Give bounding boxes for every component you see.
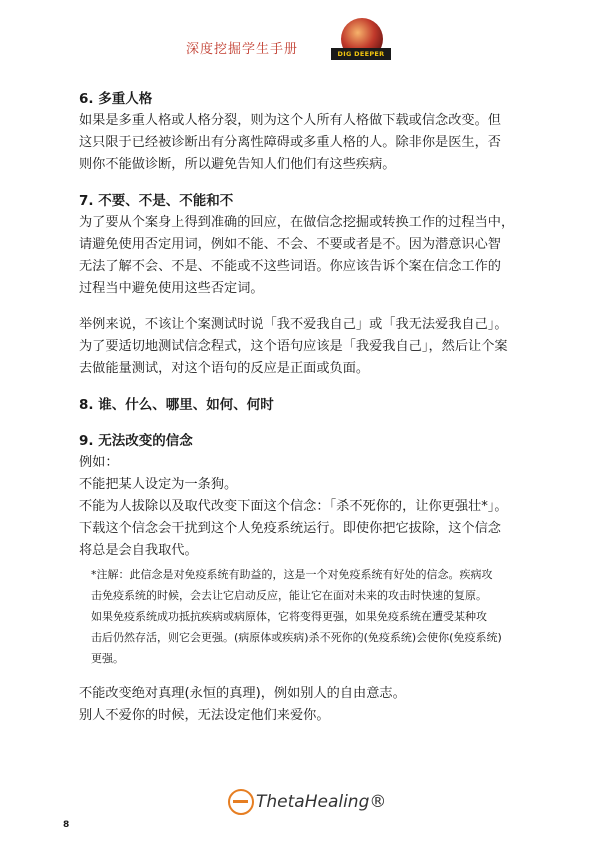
note-line: 击免疫系统的时候，会去让它启动反应，能让它在面对未来的攻击时快速的复原。 [91,589,487,602]
paragraph-line: 这只限于已经被诊断出有分离性障碍或多重人格的人。除非你是医生，否 [79,135,501,150]
paragraph-line: 例如： [79,455,119,470]
document-body [79,88,549,741]
note-line: 更强。 [91,652,124,665]
paragraph-line: 为了要从个案身上得到准确的回应，在做信念挖掘或转换工作的过程当中， [79,215,515,230]
paragraph-line: 别人不爱你的时候，无法设定他们来爱你。 [79,708,330,723]
section-7 [79,190,549,380]
paragraph-line: 不能改变绝对真理(永恒的真理)，例如别人的自由意志。 [79,686,406,701]
section-9 [79,430,549,727]
thetahealing-logo [228,787,398,819]
paragraph-line: 请避免使用否定用词，例如不能、不会、不要或者是不。因为潜意识心智 [79,237,501,252]
note-line: *注解：此信念是对免疫系统有助益的，这是一个对免疫系统有好处的信念。疾病攻 [91,568,493,581]
page-number: 8 [63,820,70,830]
paragraph-line: 下载这个信念会干扰到这个人免疫系统运行。即使你把它拔除，这个信念 [79,521,501,536]
paragraph-line: 则你不能做诊断，所以避免告知人们他们有这些疾病。 [79,157,396,172]
logo-banner: DIG DEEPER [331,48,391,60]
footnote [79,564,549,669]
brand-name: ThetaHealing® [256,792,387,812]
section-8 [79,394,549,416]
paragraph-line: 不能为人拔除以及取代改变下面这个信念：「杀不死你的，让你更强壮*」。 [79,499,508,514]
paragraph-line: 去做能量测试，对这个语句的反应是正面或负面。 [79,361,370,376]
section-heading: 7. 不要、不是、不能和不 [79,193,234,209]
paragraph-line: 为了要适切地测试信念程式，这个语句应该是「我爱我自己」，然后让个案 [79,339,508,354]
paragraph-line: 如果是多重人格或人格分裂，则为这个人所有人格做下载或信念改变。但 [79,113,501,128]
theta-symbol-icon [228,789,254,815]
paragraph-line: 无法了解不会、不是、不能或不这些词语。你应该告诉个案在信念工作的 [79,259,501,274]
header-title: 深度挖掘学生手册 [186,42,299,57]
section-heading: 6. 多重人格 [79,91,153,107]
section-heading: 9. 无法改变的信念 [79,433,193,449]
paragraph-line: 过程当中避免使用这些否定词。 [79,281,264,296]
note-line: 击后仍然存活，则它会更强。(病原体或疾病)杀不死你的(免疫系统)会使你(免疫系统) [91,631,502,644]
section-6 [79,88,549,176]
section-heading: 8. 谁、什么、哪里、如何、何时 [79,397,274,413]
dig-deeper-logo [331,18,391,66]
paragraph-line: 举例来说，不该让个案测试时说「我不爱我自己」或「我无法爱我自己」。 [79,317,508,332]
paragraph-line: 不能把某人设定为一条狗。 [79,477,238,492]
note-line: 如果免疫系统成功抵抗疾病或病原体，它将变得更强，如果免疫系统在遭受某种攻 [91,610,487,623]
paragraph-line: 将总是会自我取代。 [79,543,198,558]
